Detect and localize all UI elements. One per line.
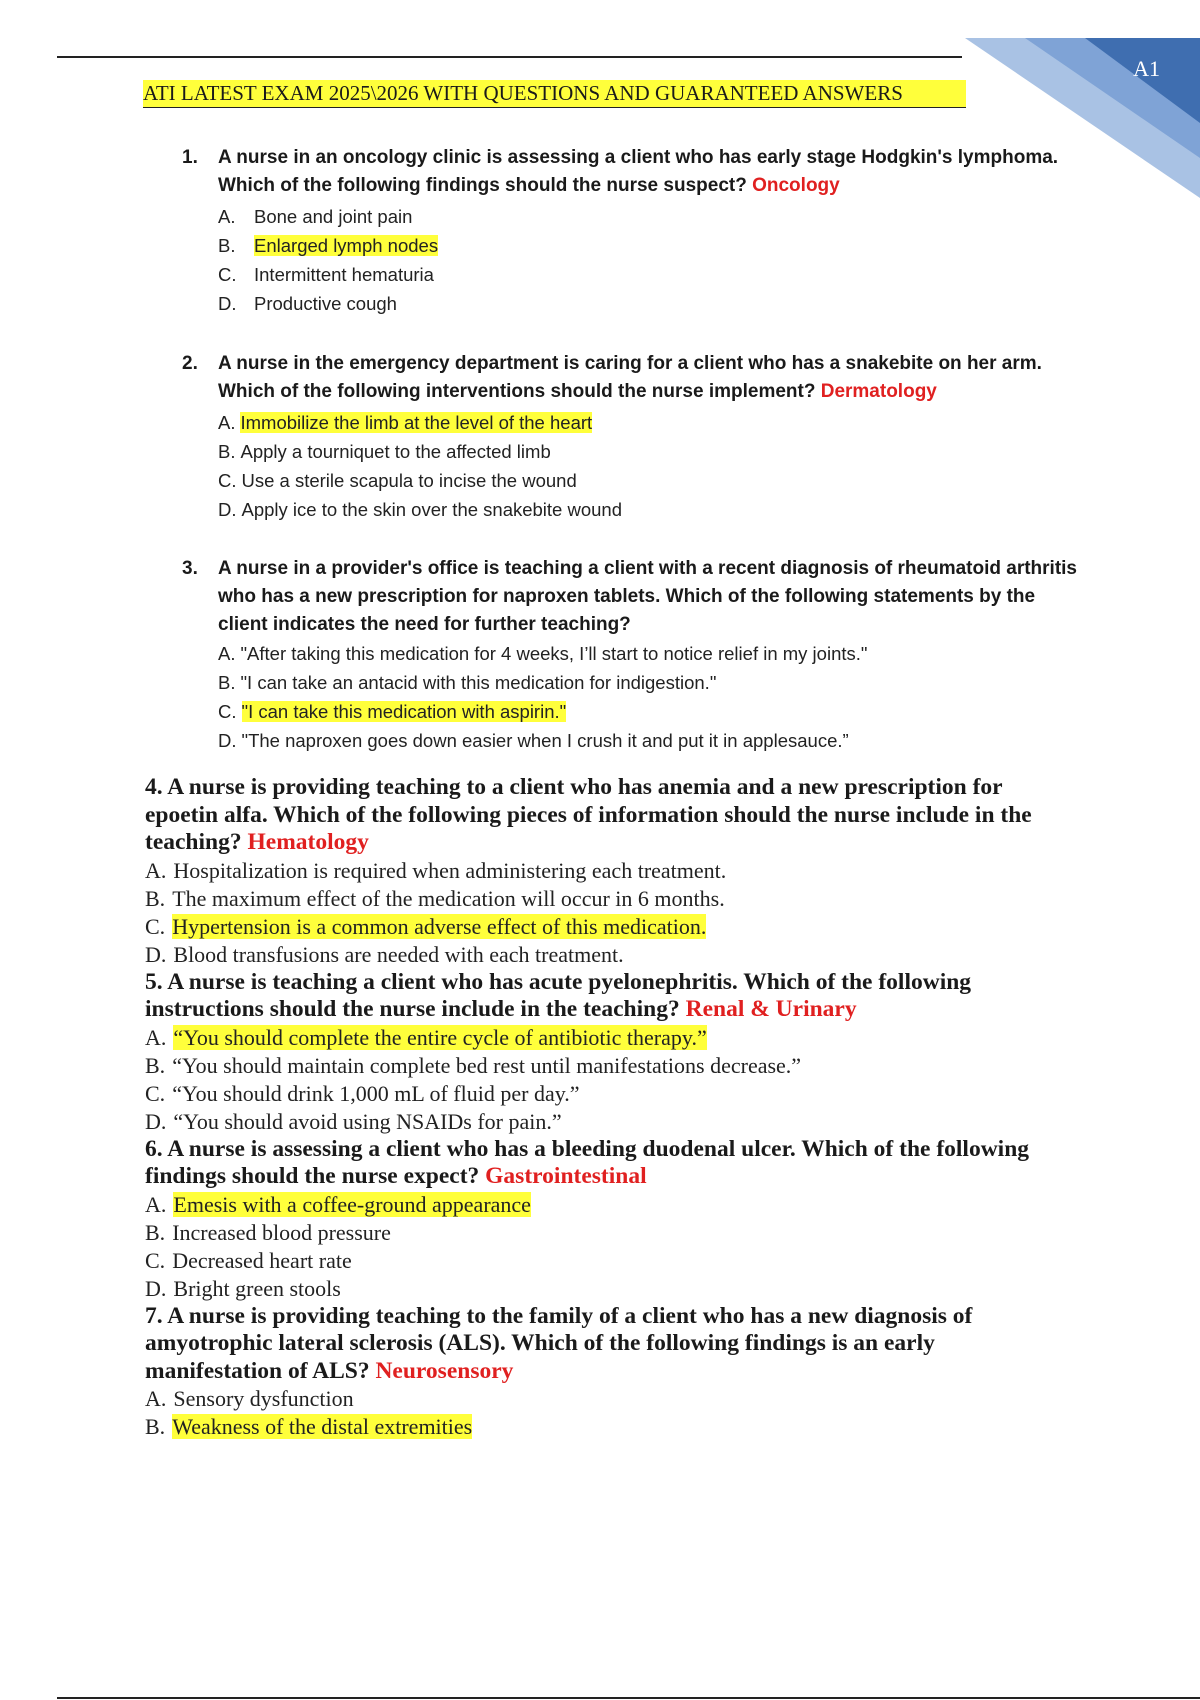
option-a-correct: A. Immobilize the limb at the level of the heart <box>218 412 593 433</box>
question-stem: 7. A nurse is providing teaching to the family of a client who has a new diagnosis of amyotrophic lateral sclerosis (ALS). Which of the following findings is an early manifestation of ALS? Neurosensory <box>145 1302 973 1384</box>
option-c: C. Intermittent hematuria <box>218 264 434 285</box>
bottom-rule <box>57 1697 1200 1699</box>
option-b: B. Increased blood pressure <box>145 1219 391 1245</box>
option-d: D. “You should avoid using NSAIDs for pain.” <box>145 1108 562 1134</box>
question-5 <box>145 969 1075 1136</box>
option-c: C. Use a sterile scapula to incise the wound <box>218 470 577 491</box>
question-number: 1. <box>182 147 198 168</box>
option-d: D. Blood transfusions are needed with each treatment. <box>145 941 624 967</box>
question-stem: 5. A nurse is teaching a client who has acute pyelonephritis. Which of the following instructions should the nurse include in the teaching? Renal & Urinary <box>145 968 972 1022</box>
option-c-correct: C. Hypertension is a common adverse effect of this medication. <box>145 913 707 939</box>
question-number: 2. <box>182 353 198 374</box>
question-number: 3. <box>182 558 198 579</box>
option-c: C. “You should drink 1,000 mL of fluid per day.” <box>145 1080 580 1106</box>
question-stem: 6. A nurse is assessing a client who has a bleeding duodenal ulcer. Which of the following findings should the nurse expect? Gastrointestinal <box>145 1135 1030 1189</box>
option-a: A. Hospitalization is required when administering each treatment. <box>145 857 727 883</box>
question-stem <box>182 350 1102 406</box>
option-d: D. Productive cough <box>218 293 397 314</box>
stem-line: who has a new prescription for naproxen tablets. Which of the following statements by the <box>218 586 1036 607</box>
topic-tag: Gastrointestinal <box>485 1163 647 1189</box>
question-2 <box>182 350 1102 524</box>
document-title: ATI LATEST EXAM 2025\2026 WITH QUESTIONS AND GUARANTEED ANSWERS <box>143 80 966 108</box>
option-b: B. “You should maintain complete bed rest until manifestations decrease.” <box>145 1052 802 1078</box>
topic-tag: Renal & Urinary <box>685 996 857 1022</box>
option-b: B. The maximum effect of the medication will occur in 6 months. <box>145 885 725 911</box>
page-label: A1 <box>1133 56 1160 81</box>
question-number: 7. <box>145 1302 163 1329</box>
stem-line: A nurse in an oncology clinic is assessing a client who has early stage Hodgkin's lymphoma. <box>218 147 1059 168</box>
option-a: A. "After taking this medication for 4 weeks, I’ll start to notice relief in my joints." <box>218 643 868 664</box>
option-a: A. Bone and joint pain <box>218 206 413 227</box>
option-b: B. "I can take an antacid with this medication for indigestion." <box>218 672 717 693</box>
option-d: D. "The naproxen goes down easier when I crush it and put it in applesauce.” <box>218 730 849 751</box>
question-number: 5. <box>145 968 163 995</box>
option-b-correct: B. Enlarged lymph nodes <box>218 235 439 256</box>
option-b: B. Apply a tourniquet to the affected limb <box>218 441 551 462</box>
option-a-correct: A. Emesis with a coffee-ground appearance <box>145 1191 531 1217</box>
stem-line: Which of the following findings should the nurse suspect? Oncology <box>218 175 840 196</box>
question-stem <box>182 555 1102 639</box>
question-7 <box>145 1303 1075 1442</box>
option-d: D. Bright green stools <box>145 1275 341 1301</box>
stem-line: A nurse in the emergency department is caring for a client who has a snakebite on her arm. <box>218 353 1042 374</box>
topic-tag: Neurosensory <box>375 1357 514 1384</box>
question-number: 6. <box>145 1135 163 1162</box>
question-1 <box>182 144 1102 318</box>
stem-line: client indicates the need for further teaching? <box>218 614 631 635</box>
topic-tag: Hematology <box>247 829 369 855</box>
topic-tag: Oncology <box>752 175 840 196</box>
option-c-correct: C. "I can take this medication with aspirin." <box>218 701 567 722</box>
question-stem: 4. A nurse is providing teaching to a client who has anemia and a new prescription for epoetin alfa. Which of the following pieces of information should the nurse include in the teaching? Hematology <box>145 774 1032 855</box>
top-rule <box>57 56 962 58</box>
serif-question-block <box>145 774 1075 1441</box>
option-c: C. Decreased heart rate <box>145 1247 352 1273</box>
question-number: 4. <box>145 774 163 800</box>
question-6 <box>145 1136 1075 1303</box>
stem-line: Which of the following interventions should the nurse implement? Dermatology <box>218 381 937 402</box>
question-stem <box>182 144 1102 200</box>
question-4 <box>145 774 1075 969</box>
option-d: D. Apply ice to the skin over the snakebite wound <box>218 499 623 520</box>
option-b-correct: B. Weakness of the distal extremities <box>145 1414 473 1439</box>
topic-tag: Dermatology <box>820 381 937 402</box>
option-a-correct: A. “You should complete the entire cycle of antibiotic therapy.” <box>145 1024 707 1050</box>
question-3 <box>182 555 1102 755</box>
stem-line: A nurse in a provider's office is teaching a client with a recent diagnosis of rheumatoid arthritis <box>218 558 1077 579</box>
option-a: A. Sensory dysfunction <box>145 1386 354 1411</box>
